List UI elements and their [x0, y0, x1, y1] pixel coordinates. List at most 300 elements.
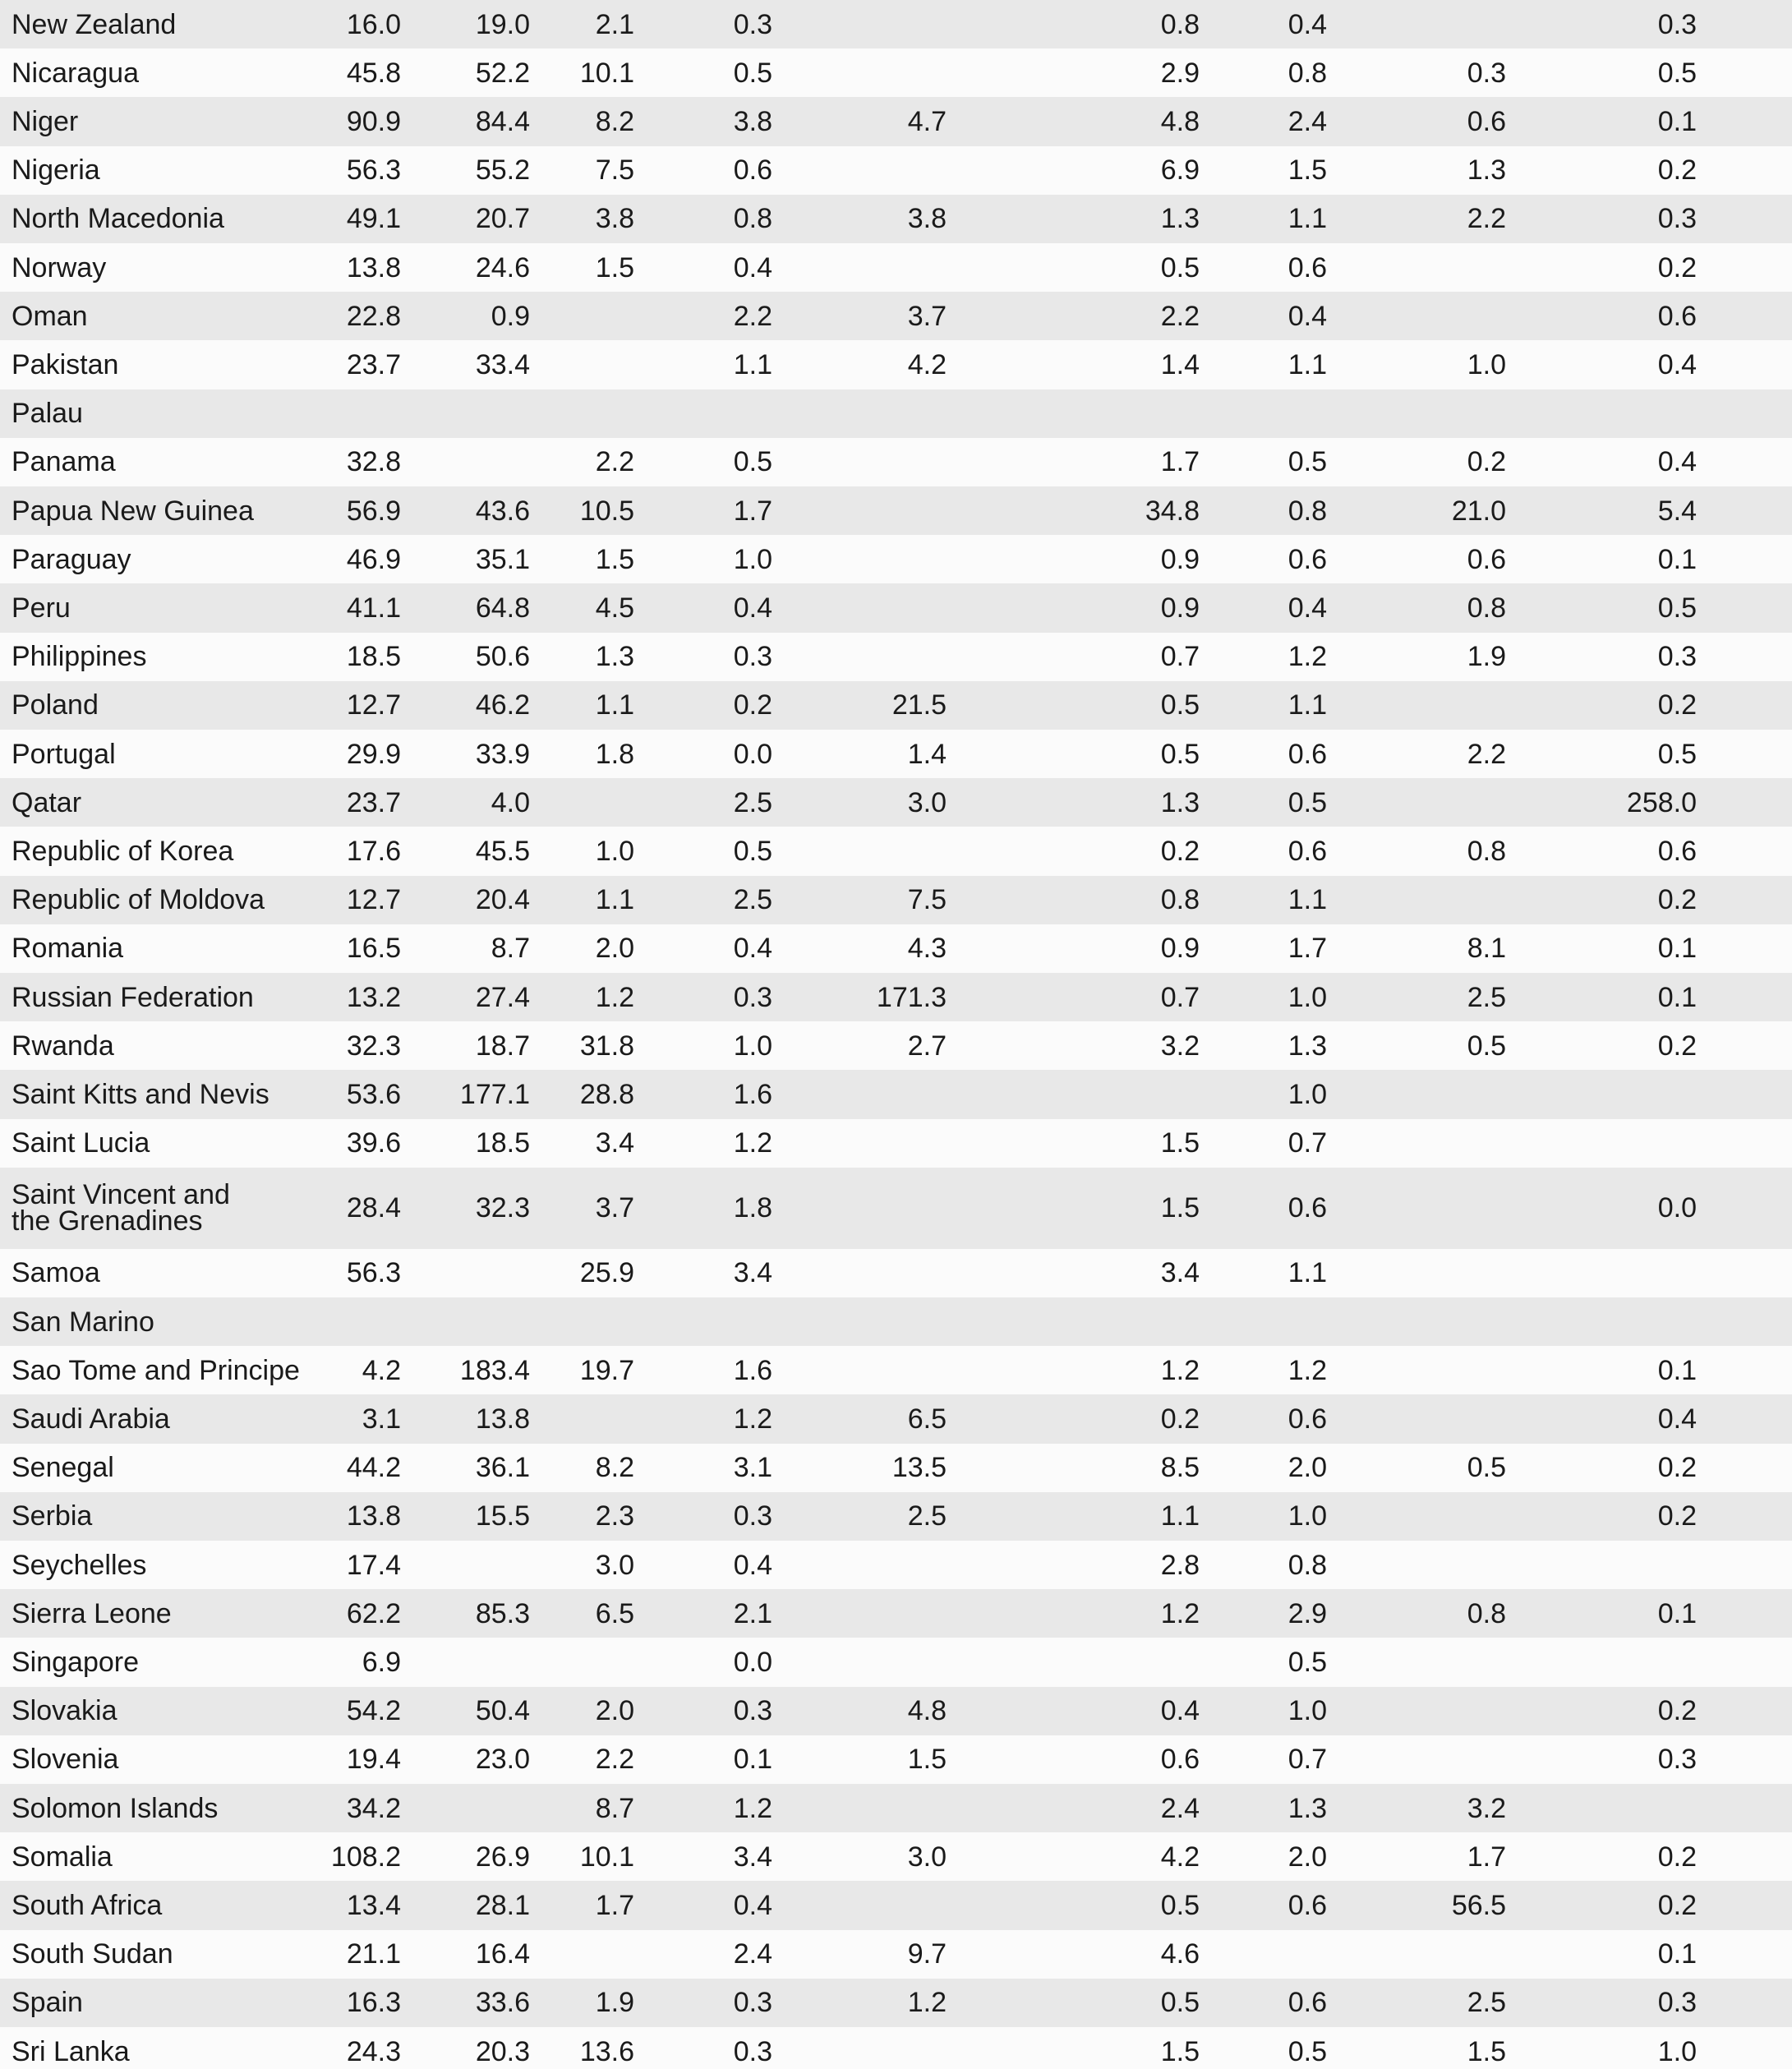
value-cell: 0.3: [733, 1500, 772, 1532]
country-cell: Portugal: [12, 738, 116, 770]
country-cell: Paraguay: [12, 543, 131, 575]
country-cell: Saint Lucia: [12, 1127, 150, 1159]
value-cell: [511, 1297, 634, 1346]
country-cell: Nigeria: [12, 154, 100, 187]
value-cell: [1383, 778, 1506, 827]
value-cell: 0.6: [1467, 105, 1506, 137]
value-cell: 1.5: [1467, 2035, 1506, 2067]
value-cell: 1.9: [1467, 641, 1506, 673]
table-row: [0, 1119, 1792, 1168]
value-cell: 1.0: [733, 543, 772, 575]
value-cell: [1573, 1297, 1697, 1346]
value-cell: [1383, 389, 1506, 438]
value-cell: [823, 48, 947, 97]
country-cell: Solomon Islands: [12, 1792, 219, 1824]
table-row: [0, 389, 1792, 438]
value-cell: 0.5: [1657, 57, 1697, 89]
value-cell: 1.5: [907, 1744, 947, 1776]
value-cell: 55.2: [475, 154, 530, 187]
value-cell: 0.5: [1160, 1987, 1200, 2019]
value-cell: 90.9: [346, 105, 401, 137]
country-cell: Peru: [12, 592, 71, 624]
value-cell: 1.7: [1288, 933, 1327, 965]
value-cell: 43.6: [475, 495, 530, 527]
value-cell: 0.4: [1160, 1695, 1200, 1727]
value-cell: 4.0: [491, 786, 530, 818]
value-cell: 0.2: [1160, 1403, 1200, 1435]
value-cell: 32.8: [346, 446, 401, 478]
value-cell: 26.9: [475, 1841, 530, 1873]
value-cell: 4.6: [1160, 1938, 1200, 1970]
table-row: [0, 0, 1792, 48]
country-cell: Saudi Arabia: [12, 1403, 170, 1435]
table-row: [0, 292, 1792, 340]
value-cell: [1573, 1249, 1697, 1297]
value-cell: 0.1: [1657, 1597, 1697, 1629]
value-cell: 0.6: [1288, 835, 1327, 867]
value-cell: 0.6: [1288, 1403, 1327, 1435]
value-cell: 1.1: [733, 348, 772, 380]
value-cell: 6.5: [595, 1597, 634, 1629]
value-cell: 16.0: [346, 8, 401, 40]
value-cell: 23.0: [475, 1744, 530, 1776]
table-row: [0, 1832, 1792, 1881]
value-cell: 13.8: [475, 1403, 530, 1435]
table-row: [0, 924, 1792, 973]
value-cell: 4.8: [1160, 105, 1200, 137]
value-cell: 1.1: [1288, 884, 1327, 916]
value-cell: 0.1: [1657, 1938, 1697, 1970]
country-cell: Slovakia: [12, 1695, 117, 1727]
value-cell: 0.3: [1657, 641, 1697, 673]
value-cell: 1.0: [1288, 1695, 1327, 1727]
value-cell: 1.4: [907, 738, 947, 770]
value-cell: 2.7: [907, 1030, 947, 1062]
value-cell: 1.0: [1288, 1078, 1327, 1110]
value-cell: 0.3: [1657, 1987, 1697, 2019]
value-cell: 20.4: [475, 884, 530, 916]
country-cell: Pakistan: [12, 348, 119, 380]
value-cell: [823, 438, 947, 486]
value-cell: 0.9: [1160, 543, 1200, 575]
value-cell: 0.1: [1657, 981, 1697, 1013]
value-cell: 1.5: [595, 543, 634, 575]
value-cell: 0.7: [1160, 981, 1200, 1013]
value-cell: 3.8: [733, 105, 772, 137]
value-cell: 64.8: [475, 592, 530, 624]
value-cell: 2.0: [1288, 1841, 1327, 1873]
value-cell: 1.2: [1288, 1354, 1327, 1386]
value-cell: [649, 1297, 772, 1346]
value-cell: 84.4: [475, 105, 530, 137]
value-cell: 0.2: [1657, 689, 1697, 721]
value-cell: 1.8: [595, 738, 634, 770]
value-cell: 22.8: [346, 300, 401, 332]
value-cell: [823, 1249, 947, 1297]
value-cell: 32.3: [346, 1030, 401, 1062]
value-cell: 4.8: [907, 1695, 947, 1727]
value-cell: 1.1: [1288, 348, 1327, 380]
value-cell: 1.6: [733, 1078, 772, 1110]
value-cell: 33.6: [475, 1987, 530, 2019]
value-cell: 0.2: [1657, 154, 1697, 187]
value-cell: 10.1: [579, 57, 634, 89]
value-cell: [1383, 1735, 1506, 1784]
value-cell: 39.6: [346, 1127, 401, 1159]
value-cell: 33.9: [475, 738, 530, 770]
value-cell: 1.8: [733, 1192, 772, 1224]
value-cell: 0.6: [1288, 251, 1327, 283]
value-cell: 0.3: [1657, 203, 1697, 235]
value-cell: [823, 1070, 947, 1118]
value-cell: 1.7: [1467, 1841, 1506, 1873]
value-cell: 0.4: [733, 251, 772, 283]
value-cell: 1.5: [1288, 154, 1327, 187]
table-row: [0, 1979, 1792, 2027]
value-cell: 2.3: [595, 1500, 634, 1532]
value-cell: 13.2: [346, 981, 401, 1013]
table-row: [0, 1070, 1792, 1118]
value-cell: [1383, 1687, 1506, 1735]
value-cell: 0.7: [1160, 641, 1200, 673]
value-cell: 0.4: [1288, 300, 1327, 332]
value-cell: 2.1: [595, 8, 634, 40]
value-cell: 0.3: [733, 8, 772, 40]
country-cell: Papua New Guinea: [12, 495, 254, 527]
value-cell: 2.5: [907, 1500, 947, 1532]
value-cell: 0.8: [1467, 835, 1506, 867]
value-cell: 20.3: [475, 2035, 530, 2067]
value-cell: [823, 633, 947, 681]
value-cell: 0.4: [1657, 446, 1697, 478]
value-cell: [823, 1297, 947, 1346]
country-cell: Nicaragua: [12, 57, 139, 89]
value-cell: 53.6: [346, 1078, 401, 1110]
value-cell: 3.0: [907, 1841, 947, 1873]
value-cell: 0.0: [733, 738, 772, 770]
value-cell: [1573, 1784, 1697, 1832]
value-cell: [1383, 1930, 1506, 1979]
country-cell: Samoa: [12, 1257, 100, 1289]
value-cell: 2.5: [733, 884, 772, 916]
value-cell: 49.1: [346, 203, 401, 235]
value-cell: 1.2: [733, 1403, 772, 1435]
country-cell: Russian Federation: [12, 981, 254, 1013]
value-cell: 13.8: [346, 251, 401, 283]
value-cell: 1.2: [733, 1127, 772, 1159]
value-cell: 0.6: [1288, 1987, 1327, 2019]
value-cell: 3.0: [595, 1549, 634, 1581]
value-cell: [1383, 1249, 1506, 1297]
value-cell: 0.5: [1467, 1030, 1506, 1062]
value-cell: 0.3: [1657, 1744, 1697, 1776]
value-cell: 27.4: [475, 981, 530, 1013]
value-cell: [823, 243, 947, 292]
country-cell: Republic of Moldova: [12, 884, 265, 916]
value-cell: 28.4: [346, 1192, 401, 1224]
value-cell: 16.3: [346, 1987, 401, 2019]
value-cell: 3.8: [595, 203, 634, 235]
value-cell: 8.5: [1160, 1452, 1200, 1484]
table-row: [0, 1168, 1792, 1249]
value-cell: 0.5: [1288, 2035, 1327, 2067]
value-cell: 1.2: [1160, 1354, 1200, 1386]
value-cell: 3.1: [733, 1452, 772, 1484]
value-cell: 2.0: [595, 1695, 634, 1727]
value-cell: 0.6: [1467, 543, 1506, 575]
value-cell: 25.9: [579, 1257, 634, 1289]
value-cell: [1383, 1297, 1506, 1346]
country-cell: South Africa: [12, 1889, 163, 1921]
value-cell: 0.2: [1657, 1500, 1697, 1532]
value-cell: 0.2: [1160, 835, 1200, 867]
value-cell: [1204, 389, 1327, 438]
value-cell: 0.5: [1288, 786, 1327, 818]
country-cell: Saint Vincent and the Grenadines: [12, 1179, 230, 1237]
value-cell: [511, 340, 634, 389]
value-cell: 4.5: [595, 592, 634, 624]
value-cell: 3.0: [907, 786, 947, 818]
value-cell: 0.6: [1288, 1192, 1327, 1224]
country-cell: Palau: [12, 398, 83, 430]
country-cell: Slovenia: [12, 1744, 119, 1776]
value-cell: 18.5: [475, 1127, 530, 1159]
value-cell: [1383, 1119, 1506, 1168]
value-cell: 0.3: [733, 2035, 772, 2067]
value-cell: 2.5: [1467, 981, 1506, 1013]
value-cell: 85.3: [475, 1597, 530, 1629]
country-cell: North Macedonia: [12, 203, 224, 235]
value-cell: [1573, 1541, 1697, 1589]
value-cell: 1.3: [595, 641, 634, 673]
value-cell: 21.5: [891, 689, 947, 721]
table-row: [0, 146, 1792, 195]
value-cell: 1.7: [733, 495, 772, 527]
value-cell: 18.7: [475, 1030, 530, 1062]
value-cell: 1.1: [1288, 203, 1327, 235]
value-cell: 0.3: [733, 1695, 772, 1727]
value-cell: 0.7: [1288, 1127, 1327, 1159]
value-cell: [823, 1346, 947, 1394]
value-cell: 7.5: [595, 154, 634, 187]
value-cell: [823, 1881, 947, 1929]
value-cell: 13.8: [346, 1500, 401, 1532]
value-cell: 20.7: [475, 203, 530, 235]
table-row: [0, 438, 1792, 486]
country-cell: Sao Tome and Principe: [12, 1354, 300, 1386]
value-cell: 0.5: [1160, 251, 1200, 283]
value-cell: 3.4: [1160, 1257, 1200, 1289]
country-cell: Philippines: [12, 641, 147, 673]
value-cell: 3.2: [1160, 1030, 1200, 1062]
value-cell: [823, 0, 947, 48]
value-cell: 2.2: [733, 300, 772, 332]
table-row: [0, 1735, 1792, 1784]
table-row: [0, 486, 1792, 535]
value-cell: 16.5: [346, 933, 401, 965]
value-cell: [823, 1119, 947, 1168]
value-cell: 1.2: [595, 981, 634, 1013]
value-cell: 0.6: [1288, 738, 1327, 770]
value-cell: 3.7: [907, 300, 947, 332]
table-row: [0, 778, 1792, 827]
value-cell: 6.5: [907, 1403, 947, 1435]
table-row: [0, 583, 1792, 632]
value-cell: 183.4: [459, 1354, 530, 1386]
value-cell: 1.3: [1467, 154, 1506, 187]
value-cell: 2.2: [595, 1744, 634, 1776]
value-cell: 1.2: [907, 1987, 947, 2019]
country-cell: Romania: [12, 933, 124, 965]
value-cell: 1.7: [1160, 446, 1200, 478]
value-cell: [1383, 0, 1506, 48]
value-cell: [1076, 389, 1200, 438]
value-cell: 0.4: [1288, 8, 1327, 40]
value-cell: 0.4: [1288, 592, 1327, 624]
table-row: [0, 1297, 1792, 1346]
value-cell: 4.3: [907, 933, 947, 965]
value-cell: 12.7: [346, 689, 401, 721]
table-row: [0, 1930, 1792, 1979]
value-cell: 2.9: [1288, 1597, 1327, 1629]
value-cell: 0.3: [1467, 57, 1506, 89]
value-cell: 0.0: [1657, 1192, 1697, 1224]
value-cell: [1076, 1070, 1200, 1118]
value-cell: [1383, 292, 1506, 340]
value-cell: 0.5: [1467, 1452, 1506, 1484]
value-cell: 0.2: [1657, 884, 1697, 916]
country-cell: Sri Lanka: [12, 2035, 130, 2067]
value-cell: 56.3: [346, 154, 401, 187]
value-cell: 29.9: [346, 738, 401, 770]
value-cell: 0.8: [1160, 8, 1200, 40]
value-cell: 0.6: [1160, 1744, 1200, 1776]
value-cell: 1.3: [1160, 786, 1200, 818]
value-cell: 0.1: [733, 1744, 772, 1776]
table-row: [0, 535, 1792, 583]
value-cell: 44.2: [346, 1452, 401, 1484]
value-cell: 0.6: [733, 154, 772, 187]
value-cell: 21.0: [1451, 495, 1506, 527]
value-cell: 1.7: [595, 1889, 634, 1921]
country-cell: Seychelles: [12, 1549, 147, 1581]
country-cell: Niger: [12, 105, 79, 137]
table-row: [0, 195, 1792, 243]
value-cell: 3.7: [595, 1192, 634, 1224]
table-row: [0, 730, 1792, 778]
value-cell: [823, 1168, 947, 1249]
table-row: [0, 1021, 1792, 1070]
value-cell: 1.2: [733, 1792, 772, 1824]
value-cell: 1.0: [733, 1030, 772, 1062]
value-cell: 0.7: [1288, 1744, 1327, 1776]
value-cell: 0.9: [491, 300, 530, 332]
value-cell: [1383, 1638, 1506, 1686]
value-cell: 0.1: [1657, 933, 1697, 965]
value-cell: 0.1: [1657, 543, 1697, 575]
country-cell: Oman: [12, 300, 88, 332]
value-cell: 0.4: [733, 1549, 772, 1581]
value-cell: 0.2: [1657, 1030, 1697, 1062]
value-cell: 34.2: [346, 1792, 401, 1824]
value-cell: 0.2: [1657, 1452, 1697, 1484]
value-cell: 8.1: [1467, 933, 1506, 965]
value-cell: 8.7: [491, 933, 530, 965]
value-cell: [823, 2027, 947, 2069]
value-cell: 0.8: [733, 203, 772, 235]
value-cell: 28.1: [475, 1889, 530, 1921]
value-cell: [1383, 1394, 1506, 1443]
value-cell: [511, 1638, 634, 1686]
table-row: [0, 1881, 1792, 1929]
value-cell: 2.2: [1467, 203, 1506, 235]
table-row: [0, 1394, 1792, 1443]
value-cell: [823, 1541, 947, 1589]
value-cell: 4.7: [907, 105, 947, 137]
value-cell: 45.5: [475, 835, 530, 867]
value-cell: 1.0: [1288, 981, 1327, 1013]
value-cell: 0.2: [1657, 1841, 1697, 1873]
value-cell: 12.7: [346, 884, 401, 916]
value-cell: 9.7: [907, 1938, 947, 1970]
country-cell: Saint Kitts and Nevis: [12, 1078, 269, 1110]
value-cell: 1.1: [1160, 1500, 1200, 1532]
country-cell: New Zealand: [12, 8, 177, 40]
country-cell: Singapore: [12, 1646, 140, 1678]
value-cell: 10.5: [579, 495, 634, 527]
value-cell: 0.2: [1657, 251, 1697, 283]
value-cell: 2.8: [1160, 1549, 1200, 1581]
value-cell: 4.2: [362, 1354, 401, 1386]
value-cell: 0.2: [1467, 446, 1506, 478]
country-cell: Republic of Korea: [12, 835, 234, 867]
value-cell: 62.2: [346, 1597, 401, 1629]
value-cell: [1573, 1070, 1697, 1118]
value-cell: 3.4: [733, 1841, 772, 1873]
value-cell: 0.5: [733, 835, 772, 867]
value-cell: 1.1: [1288, 1257, 1327, 1289]
value-cell: 2.0: [1288, 1452, 1327, 1484]
value-cell: [823, 389, 947, 438]
table-row: [0, 340, 1792, 389]
value-cell: 0.3: [1657, 8, 1697, 40]
value-cell: [823, 1589, 947, 1638]
value-cell: 35.1: [475, 543, 530, 575]
value-cell: 258.0: [1626, 786, 1697, 818]
value-cell: 1.3: [1160, 203, 1200, 235]
value-cell: 0.5: [1160, 689, 1200, 721]
value-cell: 52.2: [475, 57, 530, 89]
table-row: [0, 243, 1792, 292]
table-row: [0, 876, 1792, 924]
value-cell: 2.5: [733, 786, 772, 818]
value-cell: 1.0: [1657, 2035, 1697, 2067]
value-cell: 18.5: [346, 641, 401, 673]
value-cell: 1.0: [595, 835, 634, 867]
value-cell: 0.8: [1288, 1549, 1327, 1581]
value-cell: 2.4: [733, 1938, 772, 1970]
value-cell: 0.5: [1288, 446, 1327, 478]
value-cell: 177.1: [459, 1078, 530, 1110]
value-cell: 0.4: [733, 592, 772, 624]
value-cell: 1.2: [1288, 641, 1327, 673]
value-cell: 1.4: [1160, 348, 1200, 380]
table-row: [0, 973, 1792, 1021]
value-cell: 1.5: [1160, 1192, 1200, 1224]
value-cell: 0.3: [733, 1987, 772, 2019]
value-cell: [1383, 681, 1506, 730]
value-cell: 0.6: [1288, 1889, 1327, 1921]
